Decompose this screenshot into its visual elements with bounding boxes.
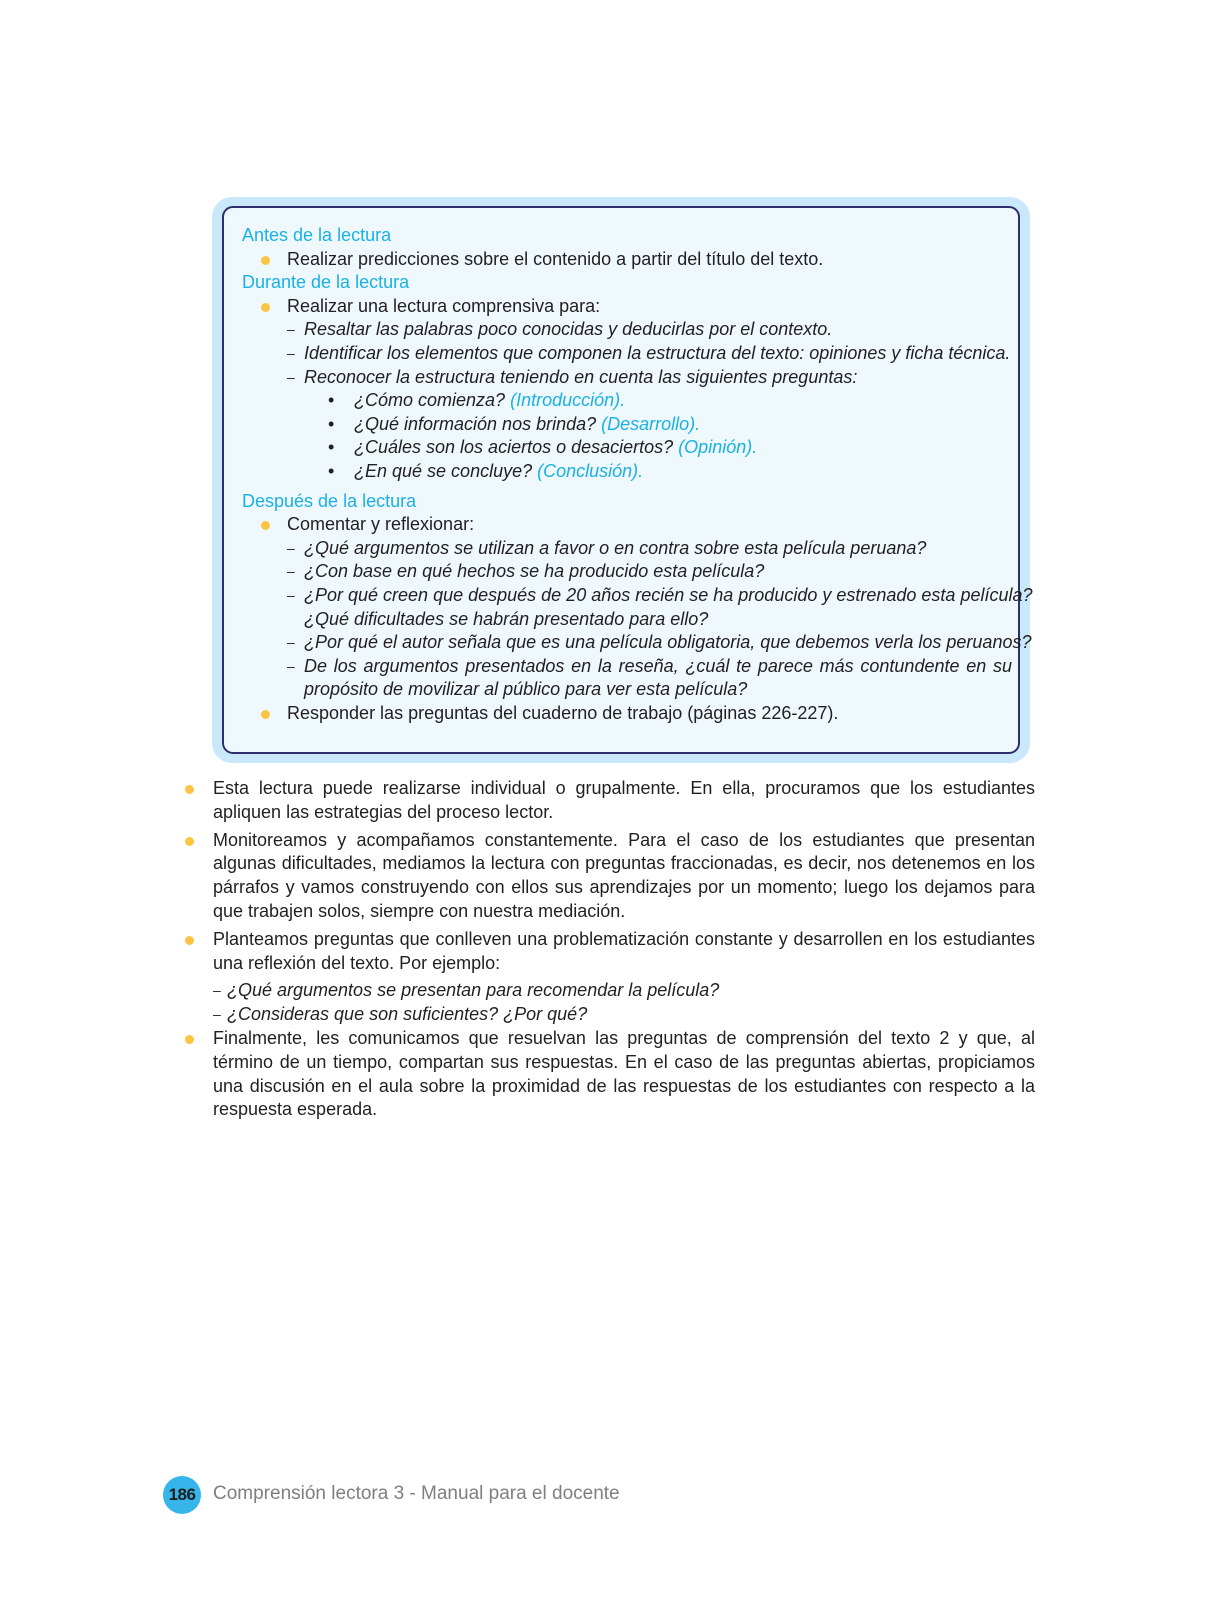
durante-dash-text: Reconocer la estructura teniendo en cuenta las siguientes preguntas: [304,366,858,387]
durante-dash-item [242,366,1012,390]
body-paragraph-text: Esta lectura puede realizarse individual o grupalmente. En ella, procuramos que los estudiantes apliquen las estrategias del proceso lector. [213,778,1035,822]
question-item [242,413,1012,437]
dash-icon: – [287,634,295,651]
dash-icon: – [287,657,295,674]
durante-heading: Durante de la lectura [242,272,410,293]
antes-item-text: Realizar predicciones sobre el contenido a partir del título del texto. [287,248,824,269]
despues-dash-text: De los argumentos presentados en la reseña, ¿cuál te parece más contundente en su [304,655,1012,676]
body-paragraph-text: Finalmente, les comunicamos que resuelvan las preguntas de comprensión del texto 2 y que, al término de un tiempo, compartan sus respuestas. En el caso de las preguntas abiertas, propiciamos una discusión en el aula sobre la proximidad de las respuestas de los estudiantes con respecto a la respuesta esperada. [213,1027,1035,1120]
despues-item-2 [242,702,1012,726]
body-text [185,777,1035,1122]
dash-icon: – [287,563,295,580]
bullet-icon [185,785,194,794]
dot-icon: • [328,460,335,481]
despues-dash-continuation: propósito de movilizar al público para ver esta película? [304,679,748,700]
despues-item-2-text: Responder las preguntas del cuaderno de trabajo (páginas 226-227). [287,702,839,723]
despues-dash-continuation: ¿Qué dificultades se habrán presentado para ello? [304,608,709,629]
question-text: ¿Qué información nos brinda? [354,413,597,434]
question-answer: (Introducción). [510,390,626,411]
question-answer: (Opinión). [678,437,758,458]
dash-icon: – [213,982,221,999]
example-question-text: ¿Qué argumentos se presentan para recomendar la película? [227,980,720,1001]
despues-dash-text: ¿Con base en qué hechos se ha producido esta película? [304,561,765,582]
question-item [242,389,1012,413]
despues-dash-item [242,537,1012,561]
dot-icon: • [328,437,335,458]
bullet-icon [261,521,270,530]
page-number: 186 [163,1476,201,1514]
despues-item-text: Comentar y reflexionar: [287,514,475,535]
question-text: ¿En qué se concluye? [354,460,533,481]
durante-dash-text: Resaltar las palabras poco conocidas y deducirlas por el contexto. [304,319,833,340]
body-paragraph [185,829,1035,924]
bullet-icon [185,837,194,846]
dash-icon: – [287,368,295,385]
durante-item-text: Realizar una lectura comprensiva para: [287,295,601,316]
bullet-icon [261,256,270,265]
question-answer: (Desarrollo). [601,413,701,434]
body-paragraph-text: Monitoreamos y acompañamos constantemente. Para el caso de los estudiantes que presentan algunas dificultades, mediamos la lectura con preguntas fraccionadas, es decir, nos detenemos en los párrafos y vamos construyendo con ellos sus aprendizajes por un momento; luego los dejamos para que trabajen solos, siempre con nuestra mediación. [213,829,1035,921]
despues-dash-item [242,584,1033,608]
body-paragraph [185,1027,1035,1122]
strategy-box-content [242,224,1033,725]
bullet-icon [185,936,194,945]
bullet-icon [185,1035,194,1044]
dash-icon: – [287,539,295,556]
bullet-icon [261,303,270,312]
body-paragraph [185,777,1035,825]
body-paragraph [185,928,1035,976]
question-answer: (Conclusión). [537,460,644,481]
bullet-icon [261,710,270,719]
dot-icon: • [328,390,335,411]
antes-item [242,248,1012,272]
durante-dash-item [242,318,1012,342]
question-item [242,460,1012,484]
example-question [185,1003,1035,1027]
antes-heading: Antes de la lectura [242,225,392,245]
despues-dash-item [242,655,1012,679]
question-item [242,436,1012,460]
dash-icon: – [287,344,295,361]
dot-icon: • [328,413,335,434]
footer-title: Comprensión lectora 3 - Manual para el docente [213,1483,620,1504]
dash-icon: – [213,1006,221,1023]
durante-dash-text: Identificar los elementos que componen la estructura del texto: opiniones y ficha técnica. [304,342,1011,363]
despues-dash-item [242,631,1032,655]
durante-item [242,295,1012,319]
example-question [185,979,1035,1003]
despues-dash-text: ¿Por qué el autor señala que es una película obligatoria, que debemos verla los peruanos? [304,632,1032,653]
example-question-text: ¿Consideras que son suficientes? ¿Por qué? [227,1004,588,1025]
despues-dash-text: ¿Por qué creen que después de 20 años recién se ha producido y estrenado esta película? [304,584,1033,605]
dash-icon: – [287,321,295,338]
durante-dash-item [242,342,1012,366]
despues-item [242,513,1012,537]
despues-heading: Después de la lectura [242,490,417,511]
despues-dash-item [242,560,1012,584]
body-paragraph-text: Planteamos preguntas que conlleven una problematización constante y desarrollen en los estudiantes una reflexión del texto. Por ejemplo: [213,928,1035,973]
question-text: ¿Cuáles son los aciertos o desaciertos? [354,437,674,458]
dash-icon: – [287,586,295,603]
despues-dash-text: ¿Qué argumentos se utilizan a favor o en contra sobre esta película peruana? [304,537,927,558]
question-text: ¿Cómo comienza? [354,390,506,411]
